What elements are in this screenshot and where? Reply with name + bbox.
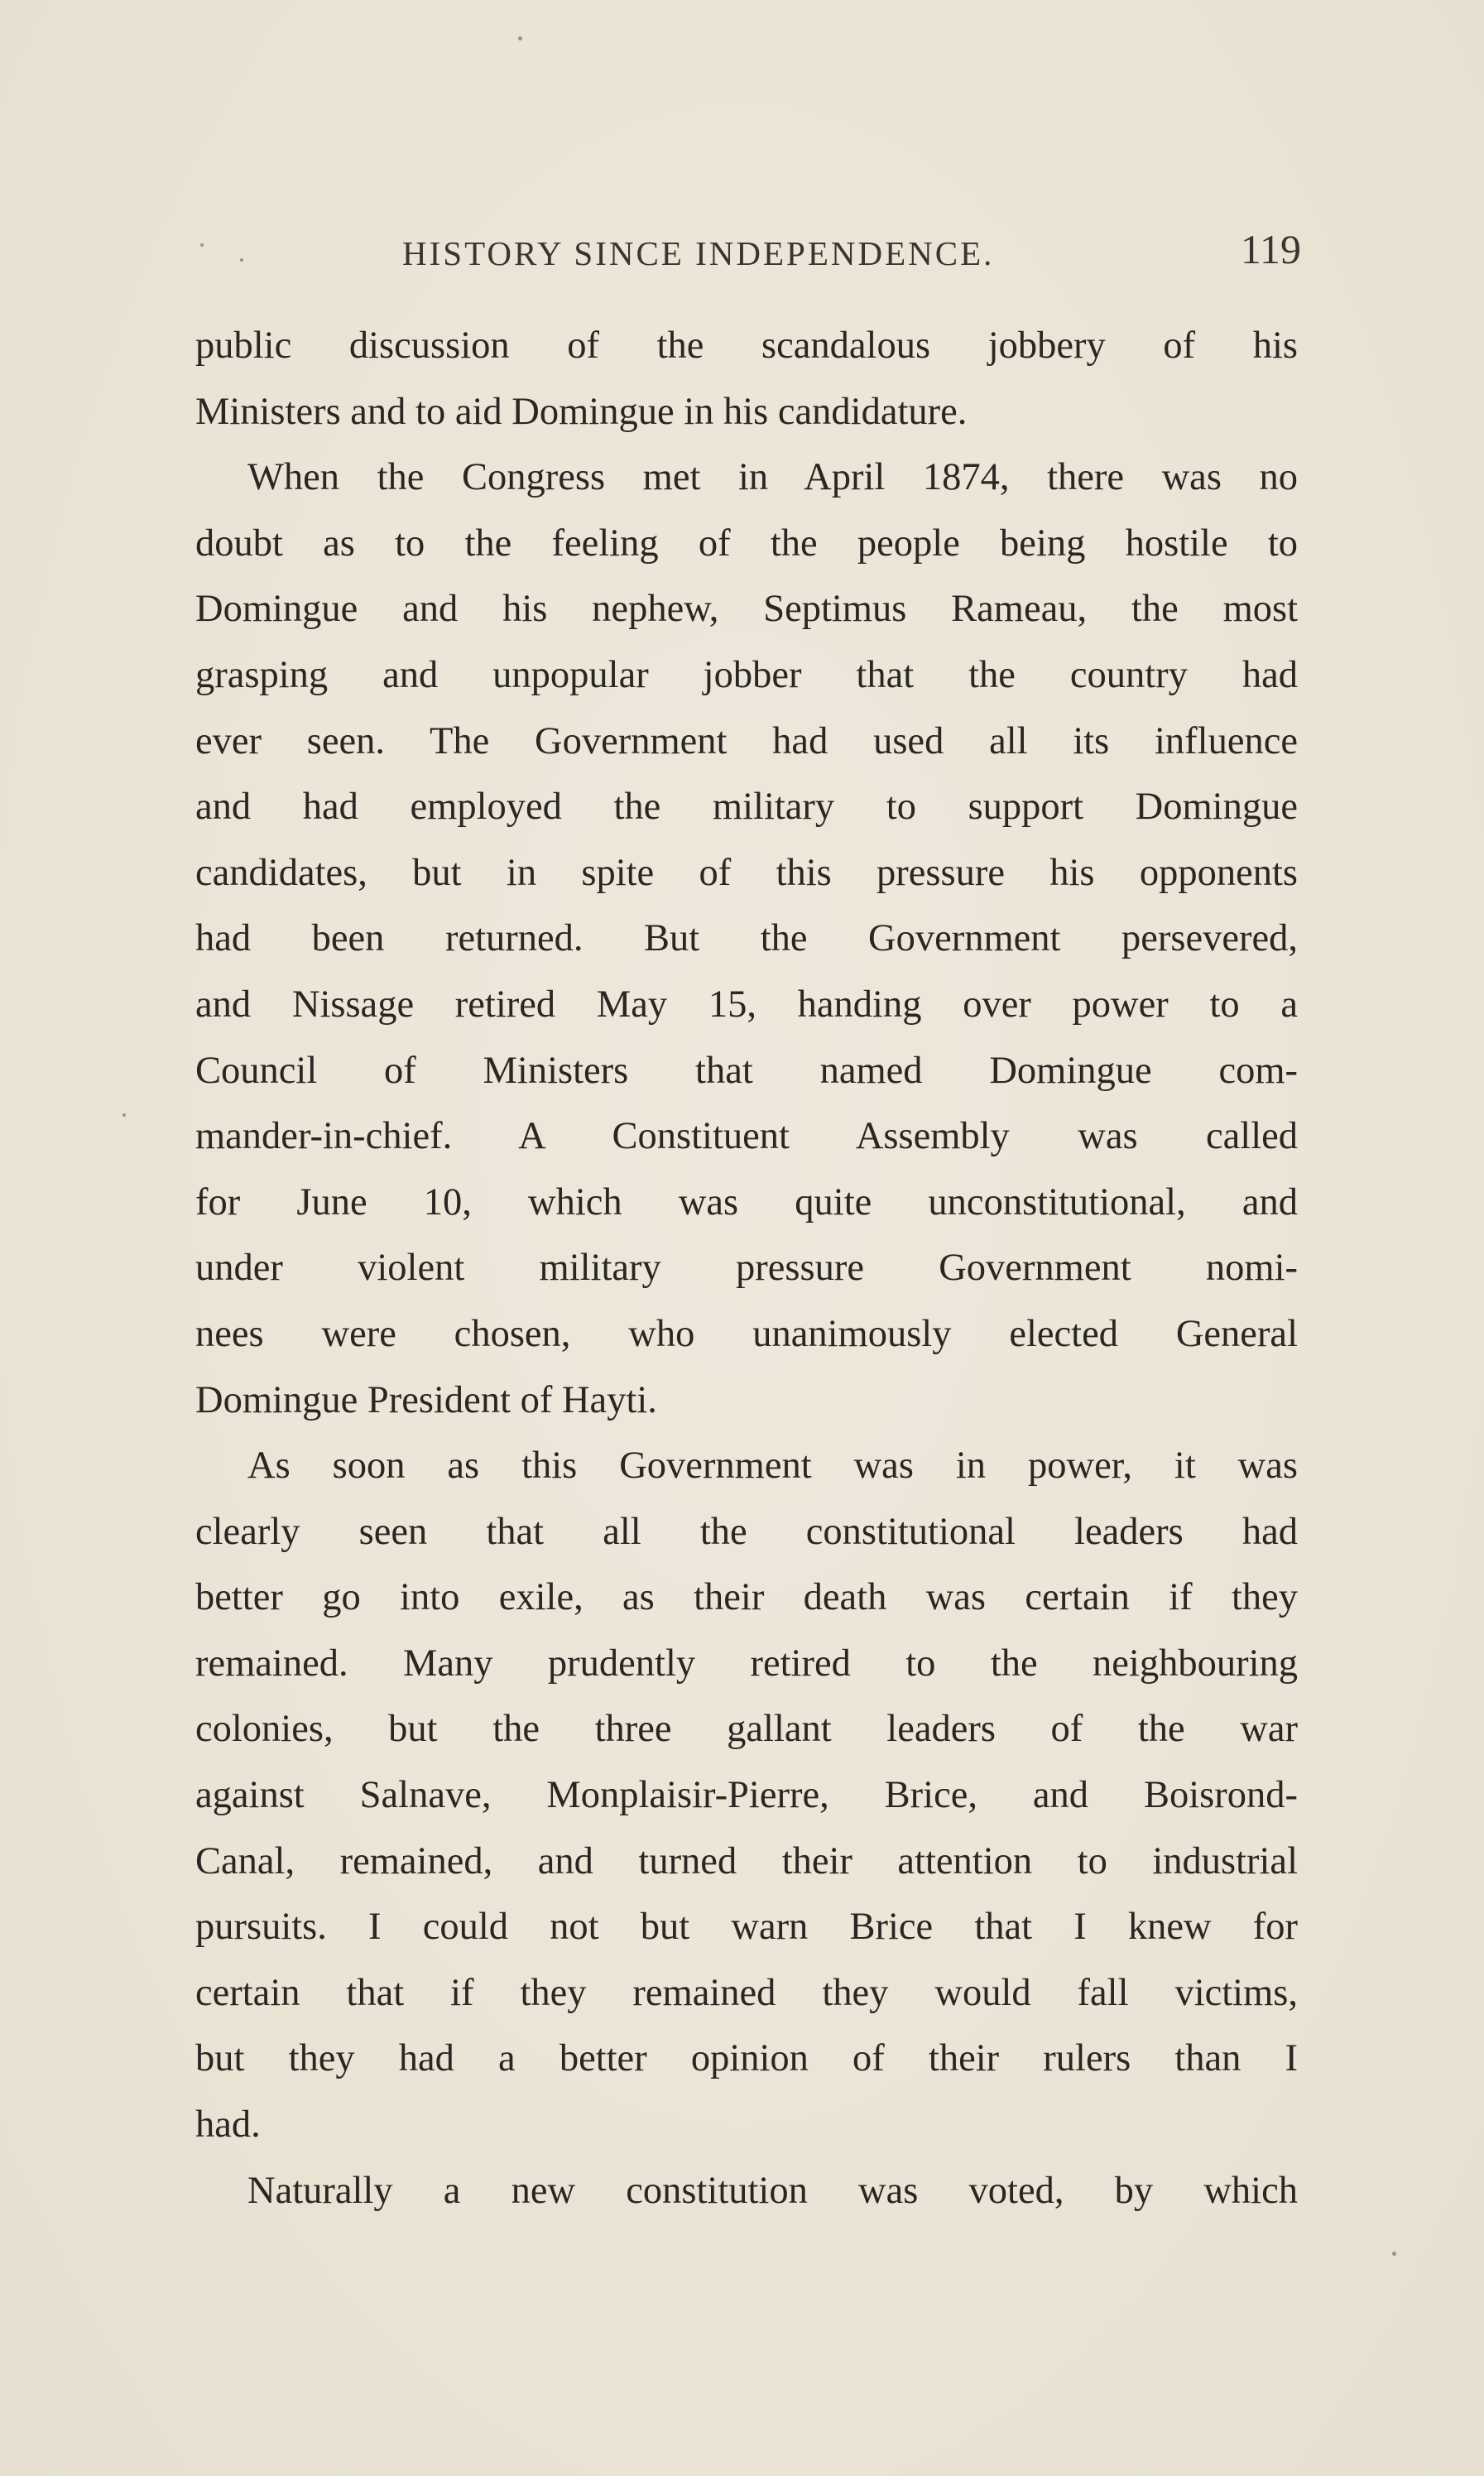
paragraph bbox=[195, 1433, 1298, 2158]
text-line: under violent military pressure Government nomi- bbox=[195, 1247, 1298, 1290]
text-line: Domingue President of Hayti. bbox=[195, 1378, 657, 1421]
text-line: certain that if they remained they would fall victims, bbox=[195, 1971, 1298, 2014]
text-line: Ministers and to aid Domingue in his candidature. bbox=[195, 390, 968, 433]
running-head: HISTORY SINCE INDEPENDENCE. bbox=[402, 234, 995, 272]
paragraph bbox=[195, 445, 1298, 1433]
text-line: pursuits. I could not but warn Brice that I knew for bbox=[195, 1906, 1298, 1949]
text-line: doubt as to the feeling of the people being hostile to bbox=[195, 522, 1298, 565]
text-line: candidates, but in spite of this pressure his opponents bbox=[195, 851, 1298, 894]
text-line: mander-in-chief. A Constituent Assembly was called bbox=[195, 1115, 1298, 1158]
text-line: against Salnave, Monplaisir-Pierre, Brice, and Boisrond- bbox=[195, 1774, 1298, 1817]
text-line: nees were chosen, who unanimously elected General bbox=[195, 1312, 1298, 1355]
text-line: grasping and unpopular jobber that the country had bbox=[195, 653, 1298, 696]
body-text bbox=[195, 313, 1298, 2224]
text-line: Domingue and his nephew, Septimus Rameau, the most bbox=[195, 588, 1298, 631]
text-line: remained. Many prudently retired to the neighbouring bbox=[195, 1642, 1298, 1685]
text-line: ever seen. The Government had used all its influence bbox=[195, 719, 1298, 762]
text-line: had been returned. But the Government persevered, bbox=[195, 917, 1298, 960]
page-speck bbox=[122, 1113, 126, 1117]
text-line: Canal, remained, and turned their attention to industrial bbox=[195, 1839, 1298, 1882]
text-line: had. bbox=[195, 2103, 261, 2147]
text-line: Naturally a new constitution was voted, by which bbox=[247, 2169, 1298, 2212]
page-speck bbox=[1392, 2252, 1396, 2256]
text-line: As soon as this Government was in power, it was bbox=[247, 1445, 1298, 1488]
text-line: better go into exile, as their death was certain if they bbox=[195, 1576, 1298, 1619]
paragraph bbox=[195, 2158, 1298, 2224]
text-line: but they had a better opinion of their rulers than I bbox=[195, 2037, 1298, 2080]
paragraph bbox=[195, 313, 1298, 445]
page-number: 119 bbox=[1240, 226, 1301, 272]
text-line: When the Congress met in April 1874, there was no bbox=[247, 456, 1298, 499]
page-header bbox=[195, 225, 1301, 283]
text-line: colonies, but the three gallant leaders of the war bbox=[195, 1708, 1298, 1751]
text-line: Council of Ministers that named Domingue com- bbox=[195, 1049, 1298, 1092]
page-speck bbox=[518, 36, 522, 41]
text-line: clearly seen that all the constitutional leaders had bbox=[195, 1510, 1298, 1553]
text-line: and Nissage retired May 15, handing over power to a bbox=[195, 983, 1298, 1026]
text-line: for June 10, which was quite unconstitutional, and bbox=[195, 1180, 1298, 1224]
text-line: and had employed the military to support Domingue bbox=[195, 786, 1298, 829]
text-line: public discussion of the scandalous jobbery of his bbox=[195, 325, 1298, 367]
